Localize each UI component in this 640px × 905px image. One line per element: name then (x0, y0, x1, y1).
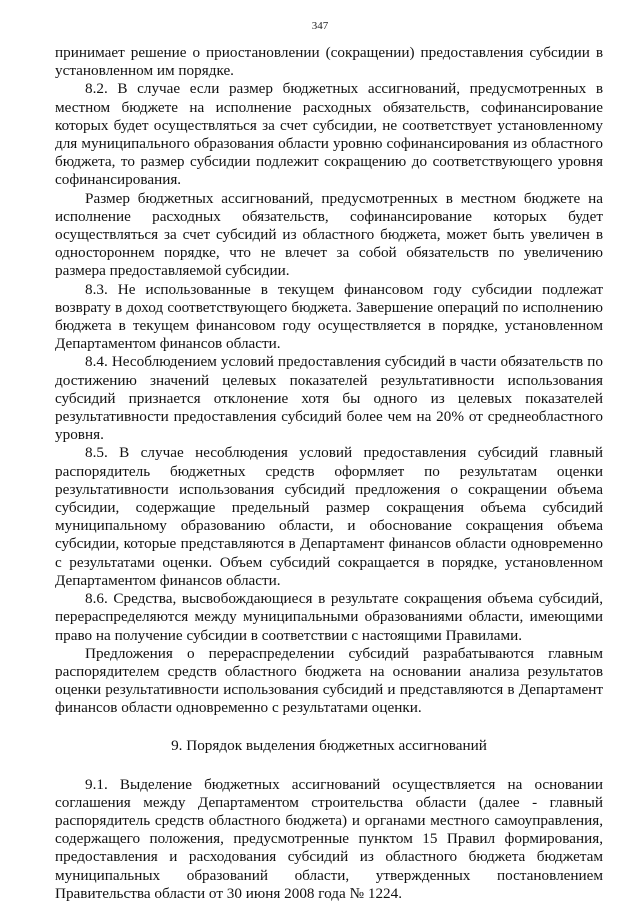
paragraph-9-1: 9.1. Выделение бюджетных ассигнований осуществляется на основании соглашения между Департаментом строительства области (далее - главный распорядитель средств областного бюджета) и органами местного самоуправления, содержащего положения, предусмотренные пунктом 15 Правил формирования, предоставления и расходования субсидий из областного бюджета бюджетам муниципальных образований области, утвержденных постановлением Правительства области от 30 июня 2008 года № 1224. (55, 775, 603, 902)
section-heading: 9. Порядок выделения бюджетных ассигнований (171, 736, 487, 754)
paragraph-8-3: 8.3. Не использованные в текущем финансовом году субсидии подлежат возврату в доход соответствующего бюджета. Завершение операций по исполнению бюджета в текущем финансовом году осуществляется в порядке, установленном Департаментом финансов области. (55, 280, 603, 353)
page-number: 347 (311, 20, 329, 32)
document-body (55, 44, 603, 903)
paragraph-8-6: 8.6. Средства, высвобождающиеся в результате сокращения объема субсидий, перераспределяются между муниципальными образованиями области, имеющими право на получение субсидии в соответствии с настоящими Правилами. (55, 590, 603, 644)
paragraph-8-4: 8.4. Несоблюдением условий предоставления субсидий в части обязательств по достижению значений целевых показателей результативности использования субсидий признается отклонение хотя бы одного из целевых показателей результативности предоставления субсидий более чем на 20% от среднеобластного уровня. (55, 353, 603, 444)
paragraph-8-6-continued: Предложения о перераспределении субсидий разрабатываются главным распорядителем средств областного бюджета на основании анализа результатов оценки результативности использования субсидий и представляются в Департамент финансов области одновременно с результатами оценки. (55, 644, 603, 717)
paragraph-continuation: принимает решение о приостановлении (сокращении) предоставления субсидии в установленном им порядке. (55, 44, 603, 80)
paragraph-8-2: 8.2. В случае если размер бюджетных ассигнований, предусмотренных в местном бюджете на исполнение расходных обязательств, софинансирование которых будет осуществляться за счет субсидии, не соответствует установленному для муниципального образования области уровню софинансирования из областного бюджета, то размер субсидии подлежит сокращению до соответствующего уровня софинансирования. (55, 80, 603, 189)
paragraph-8-5: 8.5. В случае несоблюдения условий предоставления субсидий главный распорядитель бюджетных средств оформляет по результатам оценки результативности использования субсидий предложения о сокращении объема субсидии, содержащие предельный размер сокращения объема субсидий муниципальному образованию области, и обоснование сокращения объема субсидии, которые представляются в Департамент финансов области одновременно с результатами оценки. Объем субсидий сокращается в порядке, установленном Департаментом финансов области. (55, 444, 603, 589)
paragraph-8-2-continued: Размер бюджетных ассигнований, предусмотренных в местном бюджете на исполнение расходных обязательств, софинансирование которых будет осуществляться за счет субсидий из областного бюджета, может быть увеличен в одностороннем порядке, что не влечет за собой обязательств по увеличению размера предоставляемой субсидии. (55, 189, 603, 280)
